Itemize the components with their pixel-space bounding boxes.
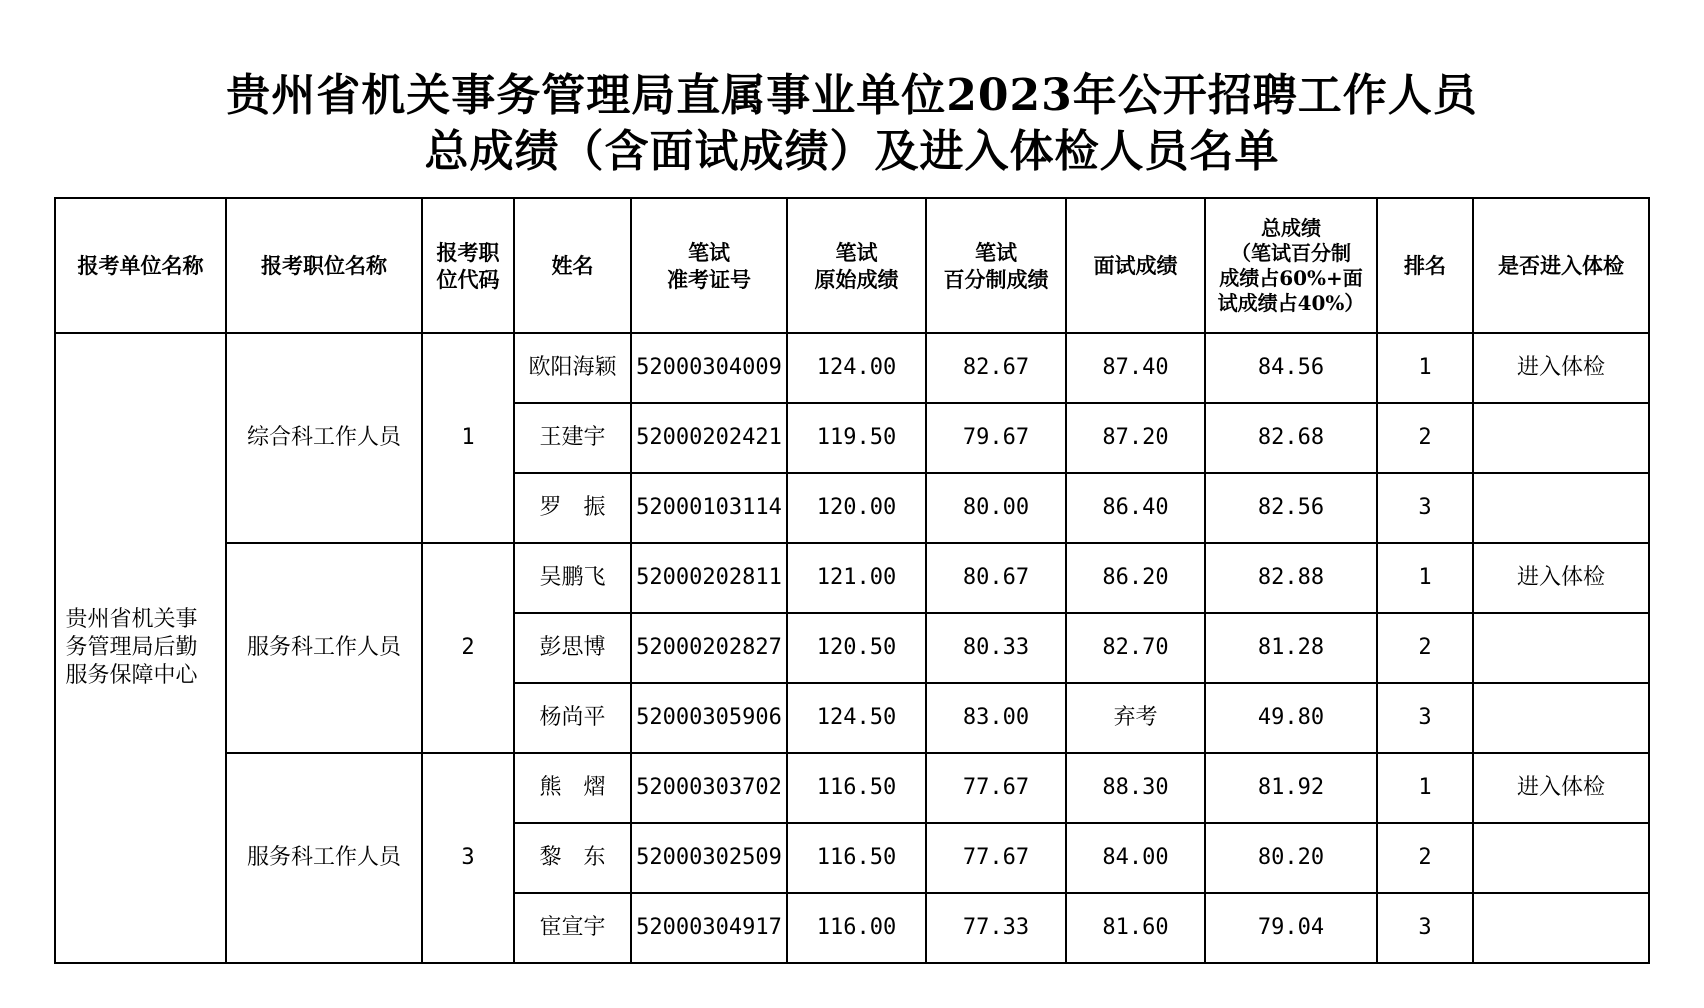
table-row — [55, 333, 1649, 403]
total-score: 79.04 — [1205, 893, 1377, 963]
header-name: 姓名 — [514, 198, 631, 333]
position-name-cell: 服务科工作人员 — [226, 753, 422, 963]
results-table — [54, 197, 1650, 964]
header-code-line2: 位代码 — [436, 266, 500, 292]
rank: 2 — [1377, 403, 1473, 473]
raw-score: 121.00 — [787, 543, 926, 613]
header-code-line1: 报考职 — [436, 239, 500, 265]
interview-score: 87.20 — [1066, 403, 1205, 473]
candidate-name: 罗 振 — [514, 473, 631, 543]
document-title-line2: 总成绩（含面试成绩）及进入体检人员名单 — [424, 126, 1280, 177]
header-position: 报考职位名称 — [226, 198, 422, 333]
candidate-name: 宦宣宇 — [514, 893, 631, 963]
exam-id: 52000202827 — [631, 613, 787, 683]
candidate-name: 王建宇 — [514, 403, 631, 473]
header-pct-line1: 笔试 — [975, 239, 1017, 265]
exam-id: 52000305906 — [631, 683, 787, 753]
interview-score: 86.20 — [1066, 543, 1205, 613]
header-raw-line1: 笔试 — [835, 239, 878, 265]
pct-score: 77.67 — [926, 753, 1066, 823]
physical-status: 进入体检 — [1473, 333, 1649, 403]
header-row — [55, 198, 1649, 333]
total-score: 49.80 — [1205, 683, 1377, 753]
pct-score: 80.33 — [926, 613, 1066, 683]
header-total-line1: 总成绩 — [1261, 215, 1321, 240]
candidate-name: 吴鹏飞 — [514, 543, 631, 613]
candidate-name: 杨尚平 — [514, 683, 631, 753]
interview-score: 84.00 — [1066, 823, 1205, 893]
rank: 1 — [1377, 333, 1473, 403]
pct-score: 83.00 — [926, 683, 1066, 753]
total-score: 84.56 — [1205, 333, 1377, 403]
header-pct-score — [926, 198, 1066, 333]
unit-name: 贵州省机关事务管理局后勤服务保障中心 — [65, 607, 198, 688]
physical-status — [1473, 683, 1649, 753]
header-total-line3: 成绩占60%+面 — [1219, 265, 1363, 290]
position-code-cell: 3 — [422, 753, 514, 963]
raw-score: 124.00 — [787, 333, 926, 403]
header-code — [422, 198, 514, 333]
header-raw-score — [787, 198, 926, 333]
rank: 2 — [1377, 613, 1473, 683]
table-row — [55, 753, 1649, 823]
physical-status — [1473, 473, 1649, 543]
interview-score: 88.30 — [1066, 753, 1205, 823]
physical-status — [1473, 613, 1649, 683]
interview-score: 87.40 — [1066, 333, 1205, 403]
pct-score: 77.67 — [926, 823, 1066, 893]
candidate-name: 黎 东 — [514, 823, 631, 893]
header-unit: 报考单位名称 — [55, 198, 226, 333]
header-exam-id-line1: 笔试 — [688, 239, 730, 265]
position-code-cell: 1 — [422, 333, 514, 543]
exam-id: 52000304917 — [631, 893, 787, 963]
exam-id: 52000103114 — [631, 473, 787, 543]
pct-score: 77.33 — [926, 893, 1066, 963]
exam-id: 52000303702 — [631, 753, 787, 823]
physical-status — [1473, 403, 1649, 473]
raw-score: 116.00 — [787, 893, 926, 963]
rank: 3 — [1377, 473, 1473, 543]
exam-id: 52000302509 — [631, 823, 787, 893]
raw-score: 120.00 — [787, 473, 926, 543]
document-title-line1: 贵州省机关事务管理局直属事业单位2023年公开招聘工作人员 — [226, 70, 1478, 121]
raw-score: 116.50 — [787, 753, 926, 823]
physical-status: 进入体检 — [1473, 753, 1649, 823]
rank: 2 — [1377, 823, 1473, 893]
position-name-cell: 服务科工作人员 — [226, 543, 422, 753]
pct-score: 80.67 — [926, 543, 1066, 613]
total-score: 80.20 — [1205, 823, 1377, 893]
raw-score: 119.50 — [787, 403, 926, 473]
total-score: 82.88 — [1205, 543, 1377, 613]
interview-score: 82.70 — [1066, 613, 1205, 683]
header-total-line4: 试成绩占40%） — [1217, 290, 1365, 315]
interview-score: 弃考 — [1066, 683, 1205, 753]
rank: 1 — [1377, 753, 1473, 823]
unit-name-cell — [55, 333, 226, 963]
pct-score: 82.67 — [926, 333, 1066, 403]
physical-status — [1473, 823, 1649, 893]
total-score: 82.56 — [1205, 473, 1377, 543]
table-row — [55, 543, 1649, 613]
exam-id: 52000202421 — [631, 403, 787, 473]
physical-status: 进入体检 — [1473, 543, 1649, 613]
interview-score: 81.60 — [1066, 893, 1205, 963]
total-score: 81.92 — [1205, 753, 1377, 823]
header-exam-id — [631, 198, 787, 333]
candidate-name: 欧阳海颖 — [514, 333, 631, 403]
candidate-name: 彭思博 — [514, 613, 631, 683]
header-rank: 排名 — [1377, 198, 1473, 333]
header-raw-line2: 原始成绩 — [814, 266, 899, 292]
rank: 1 — [1377, 543, 1473, 613]
pct-score: 79.67 — [926, 403, 1066, 473]
rank: 3 — [1377, 893, 1473, 963]
header-interview: 面试成绩 — [1066, 198, 1205, 333]
exam-id: 52000202811 — [631, 543, 787, 613]
total-score: 82.68 — [1205, 403, 1377, 473]
raw-score: 124.50 — [787, 683, 926, 753]
raw-score: 116.50 — [787, 823, 926, 893]
raw-score: 120.50 — [787, 613, 926, 683]
candidate-name: 熊 熠 — [514, 753, 631, 823]
header-physical: 是否进入体检 — [1473, 198, 1649, 333]
header-exam-id-line2: 准考证号 — [667, 266, 751, 292]
exam-id: 52000304009 — [631, 333, 787, 403]
header-pct-line2: 百分制成绩 — [943, 266, 1049, 292]
total-score: 81.28 — [1205, 613, 1377, 683]
physical-status — [1473, 893, 1649, 963]
interview-score: 86.40 — [1066, 473, 1205, 543]
position-code-cell: 2 — [422, 543, 514, 753]
pct-score: 80.00 — [926, 473, 1066, 543]
position-name-cell: 综合科工作人员 — [226, 333, 422, 543]
header-total-line2: （笔试百分制 — [1231, 240, 1351, 265]
rank: 3 — [1377, 683, 1473, 753]
header-total — [1205, 198, 1377, 333]
